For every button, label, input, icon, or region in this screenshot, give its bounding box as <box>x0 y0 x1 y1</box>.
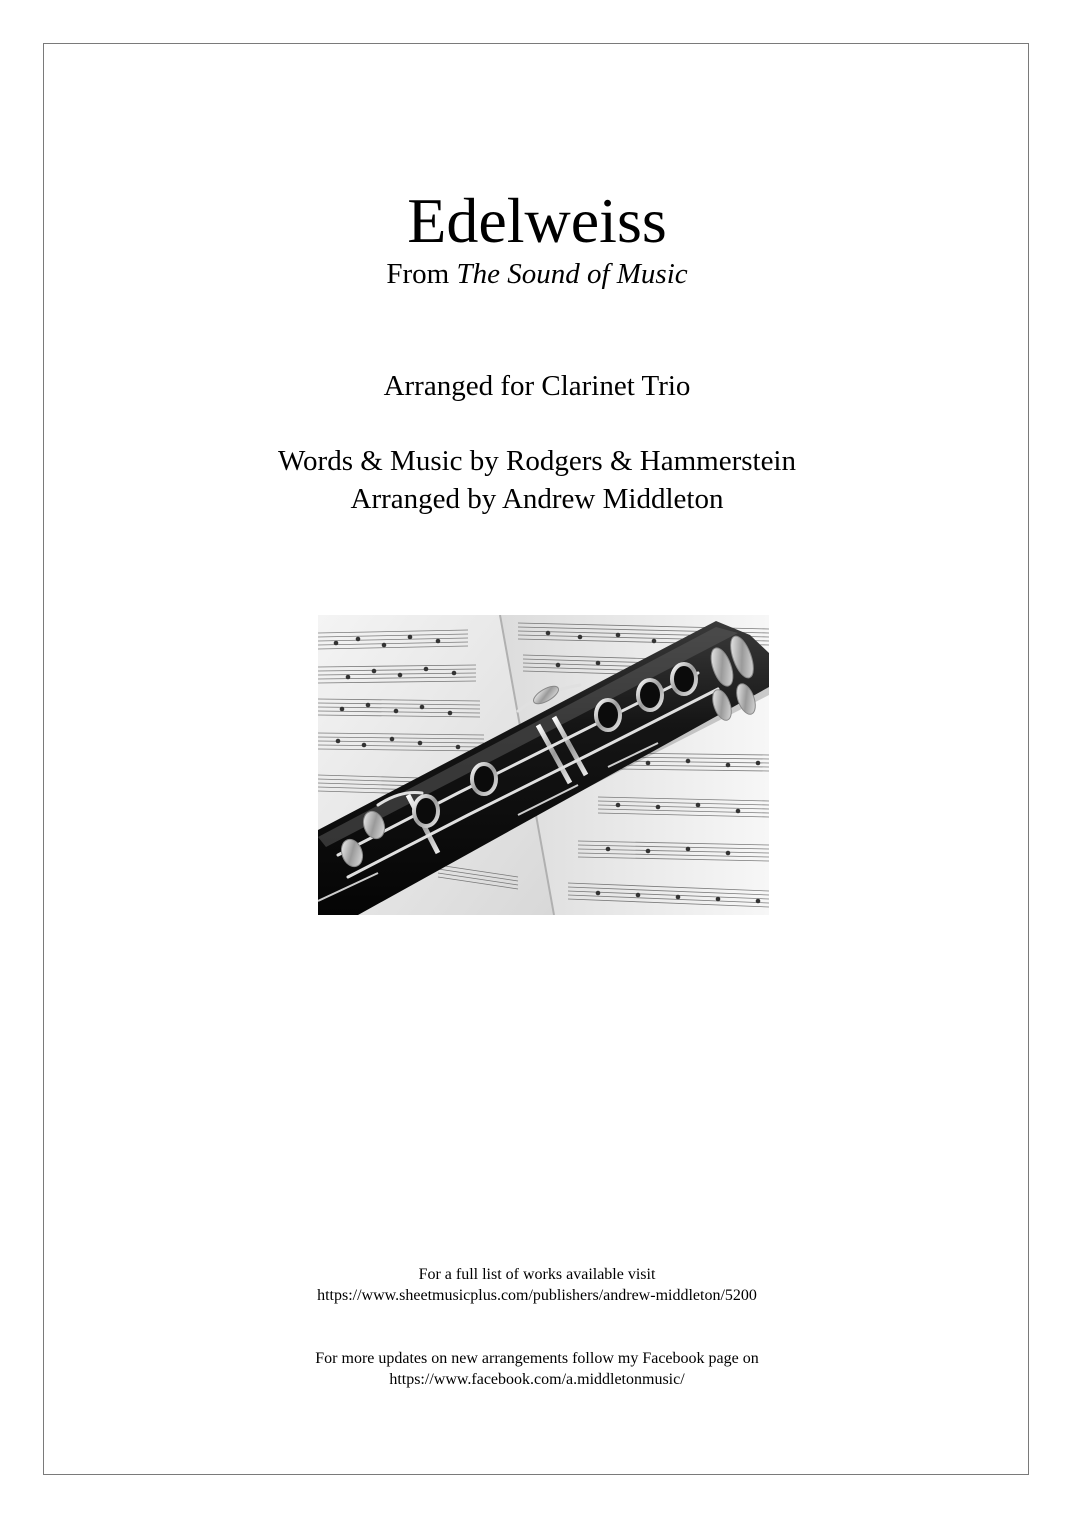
subtitle-prefix: From <box>386 258 457 290</box>
page-title: Edelweiss <box>407 185 667 256</box>
credits <box>0 442 1074 518</box>
composer-credit: Words & Music by Rodgers & Hammerstein <box>278 445 796 477</box>
facebook-text: For more updates on new arrangements follow my Facebook page on <box>315 1350 759 1367</box>
arranger-credit: Arranged by Andrew Middleton <box>350 483 724 515</box>
works-footer <box>0 1264 1074 1306</box>
facebook-link[interactable]: https://www.facebook.com/a.middletonmusic/ <box>389 1371 685 1388</box>
works-text: For a full list of works available visit <box>418 1266 656 1283</box>
works-link[interactable]: https://www.sheetmusicplus.com/publishers/andrew-middleton/5200 <box>317 1287 757 1304</box>
subtitle <box>0 255 1074 293</box>
subtitle-work: The Sound of Music <box>456 258 688 290</box>
clarinet-photo <box>318 615 769 915</box>
arrangement-line: Arranged for Clarinet Trio <box>383 370 691 402</box>
facebook-footer <box>0 1348 1074 1390</box>
